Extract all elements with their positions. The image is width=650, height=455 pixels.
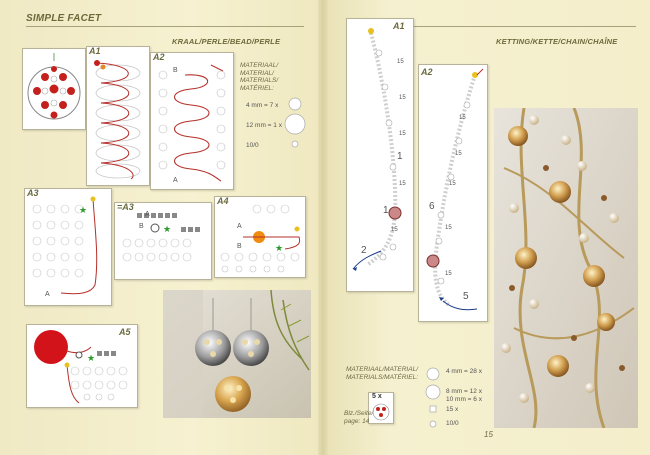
step-5: 5: [463, 291, 469, 302]
materials-heading-line: MATERIAL/: [240, 69, 274, 77]
diagram-a1-illustration: [87, 47, 149, 185]
chain-materials-bead-icons: [422, 366, 444, 434]
diagram-a5-label: A5: [119, 327, 131, 337]
materials-heading-line: MATÉRIEL:: [240, 84, 274, 92]
materials-heading-line: MATERIAAL/: [240, 62, 279, 69]
step-1: 1: [383, 205, 389, 216]
count-15: 15: [399, 95, 406, 101]
material-12mm: 12 mm = 1 x: [246, 122, 282, 129]
chain-material-4mm: 4 mm = 28 x: [446, 368, 482, 375]
diagram-eq-a3-illustration: [115, 203, 211, 279]
diagram-a4: [214, 196, 306, 278]
diagram-a3-illustration: [25, 189, 111, 305]
diagram-eq-a3-label: =A3: [117, 202, 134, 212]
diagram-eq-a3-letter-a: A: [145, 211, 150, 218]
materials-heading: [240, 62, 278, 92]
materials-bead-icons: [282, 94, 308, 154]
page-reference-line: page: 14: [344, 417, 370, 425]
diagram-eq-a3: [114, 202, 212, 280]
diagram-a2-letter-a: A: [173, 177, 178, 184]
diagram-a1: [86, 46, 150, 186]
diagram-a3: [24, 188, 112, 306]
svg-text:★: ★: [163, 224, 172, 234]
necklace-photo: [494, 108, 638, 428]
chain-materials-heading: [346, 366, 418, 381]
chain-material-8mm: 8 mm = 12 x: [446, 388, 482, 395]
chain-diagram-a2-illustration: [419, 65, 487, 321]
diagram-a2-letter-b: B: [173, 67, 178, 74]
count-15: 15: [399, 131, 406, 137]
facet-badge-count: 5 x: [372, 393, 382, 400]
diagram-a5: [26, 324, 138, 408]
bead-subtitle: KRAAL/PERLE/BEAD/PERLE: [172, 37, 281, 46]
svg-text:★: ★: [79, 205, 88, 215]
step-1: 1: [397, 151, 403, 162]
page-reference-line: Blz./Seite/: [344, 410, 374, 417]
chain-diagram-a2-label: A2: [421, 67, 433, 77]
count-15: 15: [455, 151, 462, 157]
material-4mm: 4 mm = 7 x: [246, 102, 279, 109]
chain-materials-heading-line: MATERIAAL/MATERIAL/: [346, 366, 418, 373]
book-spine: [318, 0, 328, 455]
count-15: 15: [445, 271, 452, 277]
count-15: 15: [449, 181, 456, 187]
chain-material-10mm: 10 mm = 6 x: [446, 396, 482, 403]
diagram-a3-letter-a: A: [45, 291, 50, 298]
step-2: 2: [361, 245, 367, 256]
page-title: SIMPLE FACET: [26, 13, 102, 24]
count-15: 15: [445, 225, 452, 231]
diagram-a1-label: A1: [89, 46, 101, 56]
count-15: 15: [397, 59, 404, 65]
material-seed: 10/0: [246, 142, 259, 149]
step-6: 6: [429, 201, 435, 212]
diagram-a2: [150, 52, 234, 190]
diagram-a2-label: A2: [153, 52, 165, 62]
chain-material-seed: 10/0: [446, 420, 459, 427]
diagram-a4-label: A4: [217, 196, 229, 206]
materials-heading-line: MATERIALS/: [240, 77, 279, 84]
diagram-a2-illustration: [151, 53, 233, 189]
svg-text:★: ★: [275, 243, 284, 253]
diagram-eq-a3-letter-b: B: [139, 223, 144, 230]
chain-diagram-a1-label: A1: [393, 21, 405, 31]
page-number: 15: [484, 430, 493, 439]
count-15: 15: [399, 181, 406, 187]
diagram-a4-illustration: [215, 197, 305, 277]
chain-title: KETTING/KETTE/CHAIN/CHAÎNE: [496, 37, 618, 46]
earrings-photo: [163, 290, 311, 418]
chain-materials-heading-line: MATERIALS/MATÉRIEL:: [346, 373, 418, 381]
facet-bead-illustration: [23, 49, 85, 129]
page-reference: [344, 410, 373, 425]
diagram-a5-illustration: [27, 325, 137, 407]
facet-bead-diagram: [22, 48, 86, 130]
diagram-a4-letter-a: A: [237, 223, 242, 230]
diagram-a3-label: A3: [27, 188, 39, 198]
chain-material-15x: 15 x: [446, 406, 459, 413]
chain-diagram-a1: [346, 18, 414, 292]
chain-diagram-a2: [418, 64, 488, 322]
count-15: 15: [391, 227, 398, 233]
header-rule: [26, 26, 304, 27]
svg-text:★: ★: [87, 353, 96, 363]
diagram-a4-letter-b: B: [237, 243, 242, 250]
count-15: 15: [459, 115, 466, 121]
